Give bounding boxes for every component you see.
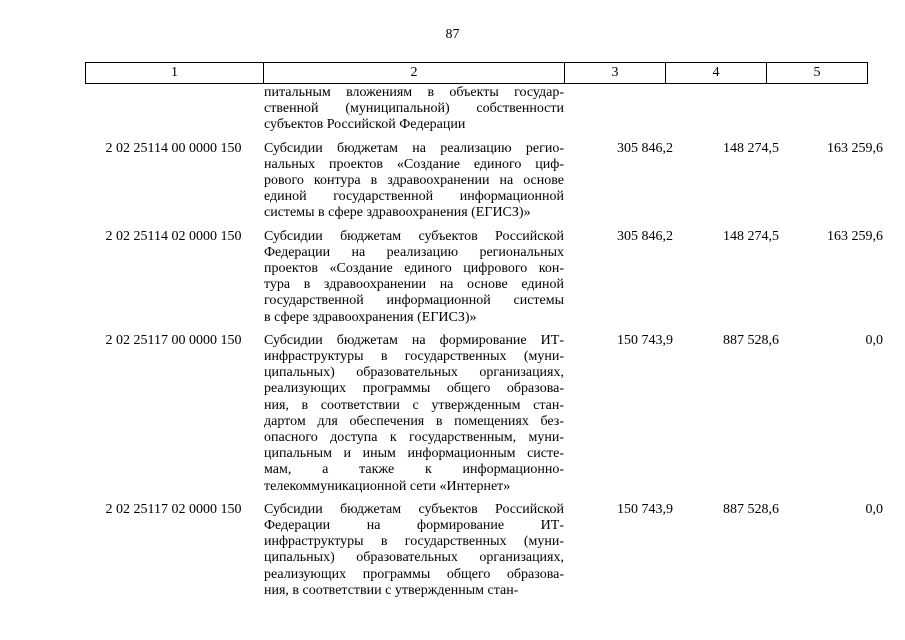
description-line: системы в сфере здравоохранения (ЕГИСЗ)» — [264, 205, 531, 221]
amount-col-3: 305 846,2 — [617, 228, 673, 244]
description-line: рового контура в здравоохранении на основе — [264, 173, 564, 189]
description-line: опасного доступа к государственным, муни- — [264, 430, 564, 446]
table-row — [85, 134, 887, 222]
table-row — [85, 85, 887, 134]
revenue-description — [262, 134, 573, 222]
amount-col-3: 305 846,2 — [617, 140, 673, 156]
description-line: реализующих программы общего образова- — [264, 566, 564, 582]
amount-col-3: 150 743,9 — [617, 501, 673, 517]
column-number-header — [85, 62, 868, 84]
description-line: нальных проектов «Создание единого циф- — [264, 156, 564, 172]
description-line: дартом для обеспечения в помещениях без- — [264, 413, 564, 429]
classification-code: 2 02 25117 02 0000 150 — [105, 501, 242, 517]
page-number: 87 — [445, 27, 460, 42]
description-line: Субсидии бюджетам на формирование ИТ- — [264, 332, 564, 348]
description-line: Федерации на реализацию региональных — [264, 244, 564, 260]
table-row — [85, 222, 887, 326]
description-line: ния, в соответствии с утвержденным стан- — [264, 397, 564, 413]
amount-col-4: 148 274,5 — [723, 228, 779, 244]
amount-col-4 — [679, 85, 783, 134]
amount-col-4: 887 528,6 — [723, 501, 779, 517]
header-col-5: 5 — [767, 63, 868, 84]
amount-col-3 — [573, 85, 679, 134]
description-line: в сфере здравоохранения (ЕГИСЗ)» — [264, 309, 477, 325]
amount-col-5: 163 259,6 — [827, 228, 883, 244]
description-line: ния, в соответствии с утвержденным стан- — [264, 582, 519, 598]
description-line: тура в здравоохранении на основе единой — [264, 277, 564, 293]
table-row — [85, 495, 887, 599]
amount-col-4: 887 528,6 — [723, 332, 779, 348]
table-row — [85, 326, 887, 495]
description-line: Субсидии бюджетам субъектов Российской — [264, 501, 564, 517]
description-line: инфраструктуры в государственных (муни- — [264, 349, 564, 365]
description-line: ципальным и иным информационным систе- — [264, 446, 564, 462]
description-line: ципальных) образовательных организациях, — [264, 550, 564, 566]
amount-col-5 — [783, 85, 887, 134]
header-col-2: 2 — [264, 63, 565, 84]
description-line: Субсидии бюджетам субъектов Российской — [264, 228, 564, 244]
description-line: государственной информационной системы — [264, 293, 564, 309]
amount-col-5: 0,0 — [865, 332, 883, 348]
description-line: субъектов Российской Федерации — [264, 117, 466, 133]
revenue-description — [262, 326, 573, 495]
description-line: ственной (муниципальной) собственности — [264, 101, 564, 117]
header-row — [86, 63, 868, 84]
revenue-description — [262, 222, 573, 326]
description-line: телекоммуникационной сети «Интернет» — [264, 478, 511, 494]
header-col-3: 3 — [565, 63, 666, 84]
budget-table — [85, 85, 887, 599]
description-line: питальным вложениям в объекты государ- — [264, 85, 564, 100]
amount-col-5: 0,0 — [865, 501, 883, 517]
header-col-1: 1 — [86, 63, 264, 84]
classification-code: 2 02 25114 00 0000 150 — [105, 140, 242, 156]
amount-col-3: 150 743,9 — [617, 332, 673, 348]
classification-code: 2 02 25117 00 0000 150 — [105, 332, 242, 348]
description-line: единой государственной информационной — [264, 189, 564, 205]
revenue-description — [262, 495, 573, 599]
description-line: инфраструктуры в государственных (муни- — [264, 534, 564, 550]
classification-code: 2 02 25114 02 0000 150 — [105, 228, 242, 244]
description-line: Федерации на формирование ИТ- — [264, 518, 564, 534]
budget-table-body — [85, 85, 887, 599]
description-line: проектов «Создание единого цифрового кон- — [264, 261, 564, 277]
revenue-description — [262, 85, 573, 134]
amount-col-5: 163 259,6 — [827, 140, 883, 156]
description-line: реализующих программы общего образова- — [264, 381, 564, 397]
description-line: мам, а также к информационно- — [264, 462, 564, 478]
header-col-4: 4 — [666, 63, 767, 84]
classification-code — [85, 85, 262, 134]
description-line: ципальных) образовательных организациях, — [264, 365, 564, 381]
amount-col-4: 148 274,5 — [723, 140, 779, 156]
description-line: Субсидии бюджетам на реализацию регио- — [264, 140, 564, 156]
